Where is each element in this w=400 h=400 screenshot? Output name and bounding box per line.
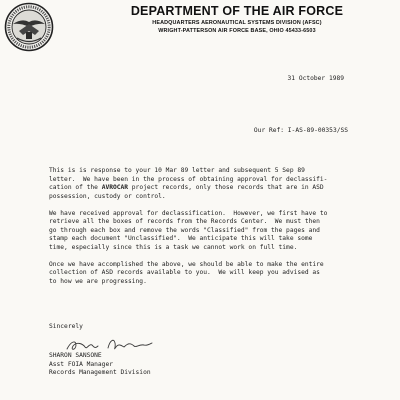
paragraph-line: letter. We have been in the process of obtaining approval for declassifi-	[49, 175, 328, 183]
department-of-air-force-seal-icon	[4, 2, 54, 52]
paragraph-line: go through each box and remove the words "Classified" from the pages and	[49, 226, 320, 234]
letterhead-title: DEPARTMENT OF THE AIR FORCE	[130, 4, 344, 18]
paragraph-line: stamp each document "Unclassified". We anticipate this will take some	[49, 235, 313, 242]
signer-title: Asst FOIA Manager	[49, 360, 113, 368]
paragraph-line	[49, 184, 349, 193]
signer-name: SHARON SANSONE	[49, 352, 102, 359]
paragraph-line: We have received approval for declassification. However, we first have to	[49, 209, 328, 217]
paragraph-line: collection of ASD records available to you. We will keep you advised as	[49, 269, 320, 276]
paragraph-2	[49, 210, 349, 253]
letterhead-line-2: WRIGHT-PATTERSON AIR FORCE BASE, OHIO 45433-6503	[158, 28, 316, 34]
paragraph-3	[49, 261, 349, 287]
line-segment: cation of the	[49, 184, 102, 191]
letterhead-line-1: HEADQUARTERS AERONAUTICAL SYSTEMS DIVISION (AFSC)	[152, 20, 322, 26]
paragraph-1	[49, 167, 349, 201]
line-segment: project records, only those records that are in ASD	[128, 184, 324, 191]
letterhead	[82, 4, 392, 35]
reference-number: Our Ref: I-AS-89-00353/SS	[253, 127, 348, 134]
signer-block	[49, 352, 151, 378]
paragraph-line: Once we have accomplished the above, we should be able to make the entire	[49, 260, 324, 268]
letter-body	[49, 167, 349, 295]
paragraph-line: This is is response to your 10 Mar 89 letter and subsequent 5 Sep 89	[49, 167, 305, 174]
letter-date: 31 October 1989	[287, 75, 344, 82]
paragraph-line: time, especially since this is a task we cannot work on full time.	[49, 243, 298, 251]
paragraph-line: to how we are progressing.	[49, 277, 147, 285]
closing: Sincerely	[49, 323, 83, 330]
project-name: AVROCAR	[101, 184, 129, 191]
paragraph-line: retrieve all the boxes of records from the Records Center. We must then	[49, 218, 320, 225]
signer-division: Records Management Division	[49, 369, 151, 376]
paragraph-line: possession, custody or control.	[49, 192, 166, 200]
